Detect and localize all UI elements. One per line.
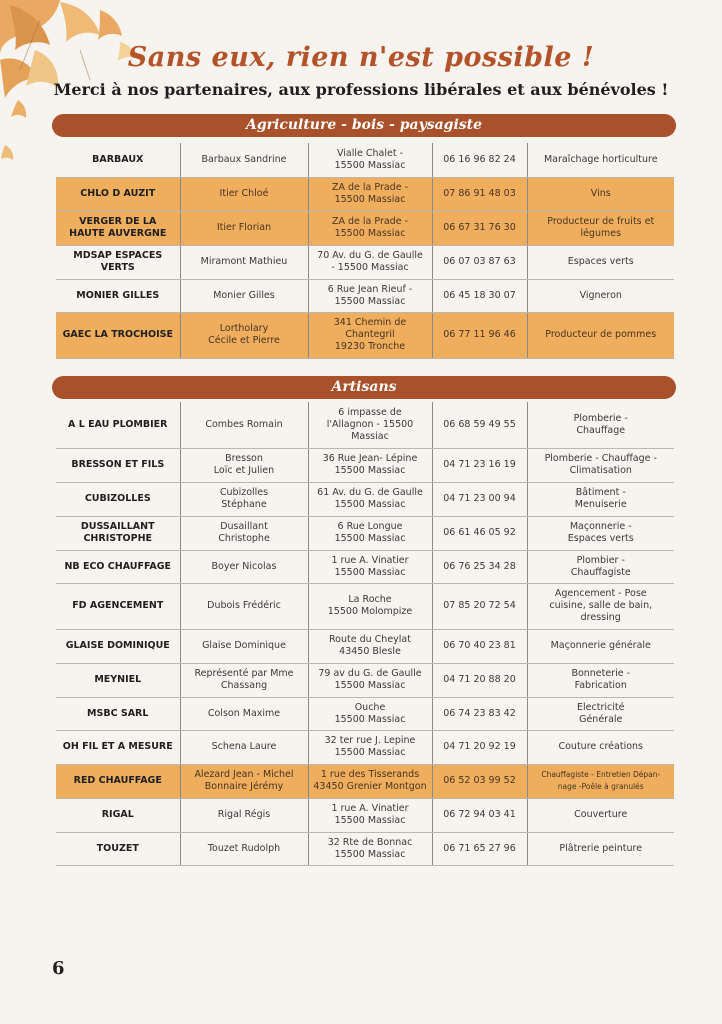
cell-contact: Miramont Mathieu	[180, 245, 308, 279]
table-row	[56, 629, 674, 663]
cell-phone: 06 52 03 99 52	[432, 764, 527, 798]
cell-address: 32 Rte de Bonnac 15500 Massiac	[308, 832, 432, 865]
cell-name: RED CHAUFFAGE	[56, 764, 180, 798]
cell-activity: Plâtrerie peinture	[527, 832, 674, 865]
cell-contact: Cubizolles Stéphane	[180, 482, 308, 516]
cell-phone: 04 71 23 00 94	[432, 482, 527, 516]
cell-activity: Maçonnerie générale	[527, 629, 674, 663]
cell-contact: Dusaillant Christophe	[180, 516, 308, 550]
cell-contact: Colson Maxime	[180, 697, 308, 730]
cell-name: MONIER GILLES	[56, 279, 180, 312]
table-row	[56, 245, 674, 279]
cell-address: 32 ter rue J. Lepine 15500 Massiac	[308, 730, 432, 764]
cell-activity: Electricité Générale	[527, 697, 674, 730]
cell-address: 341 Chemin de Chantegril 19230 Tronche	[308, 312, 432, 358]
table-row	[56, 832, 674, 865]
table-row	[56, 211, 674, 245]
cell-name: BARBAUX	[56, 143, 180, 177]
cell-phone: 07 85 20 72 54	[432, 583, 527, 629]
section-heading-agriculture: Agriculture - bois - paysagiste	[52, 114, 676, 137]
cell-name: TOUZET	[56, 832, 180, 865]
cell-address: Ouche 15500 Massiac	[308, 697, 432, 730]
cell-contact: Dubois Frédéric	[180, 583, 308, 629]
cell-name: MSBC SARL	[56, 697, 180, 730]
table-row	[56, 482, 674, 516]
page-number: 6	[52, 958, 65, 979]
cell-name: RIGAL	[56, 798, 180, 832]
directory-table-agriculture	[56, 143, 674, 359]
cell-phone: 06 16 96 82 24	[432, 143, 527, 177]
table-row	[56, 764, 674, 798]
cell-contact: Bresson Loïc et Julien	[180, 448, 308, 482]
cell-activity: Maçonnerie - Espaces verts	[527, 516, 674, 550]
cell-contact: Monier Gilles	[180, 279, 308, 312]
cell-phone: 06 72 94 03 41	[432, 798, 527, 832]
cell-contact: Schena Laure	[180, 730, 308, 764]
cell-phone: 06 67 31 76 30	[432, 211, 527, 245]
table-row	[56, 730, 674, 764]
cell-name: GAEC LA TROCHOISE	[56, 312, 180, 358]
cell-name: FD AGENCEMENT	[56, 583, 180, 629]
cell-activity: Plomberie - Chauffage	[527, 402, 674, 448]
cell-activity: Maraîchage horticulture	[527, 143, 674, 177]
cell-name: CUBIZOLLES	[56, 482, 180, 516]
cell-activity: Chauffagiste - Entretien Dépan- nage -Poêle à granulés	[527, 764, 674, 798]
cell-address: Route du Cheylat 43450 Blesle	[308, 629, 432, 663]
cell-phone: 06 71 65 27 96	[432, 832, 527, 865]
section-heading-artisans: Artisans	[52, 376, 676, 399]
cell-address: 36 Rue Jean- Lépine 15500 Massiac	[308, 448, 432, 482]
cell-address: 1 rue des Tisserands 43450 Grenier Montgon	[308, 764, 432, 798]
cell-name: MEYNIEL	[56, 663, 180, 697]
page-subtitle: Merci à nos partenaires, aux professions libérales et aux bénévoles !	[53, 80, 669, 99]
cell-contact: Touzet Rudolph	[180, 832, 308, 865]
cell-activity: Plombier - Chauffagiste	[527, 550, 674, 583]
cell-activity: Couture créations	[527, 730, 674, 764]
cell-activity: Plomberie - Chauffage - Climatisation	[527, 448, 674, 482]
cell-contact: Boyer Nicolas	[180, 550, 308, 583]
cell-activity: Espaces verts	[527, 245, 674, 279]
cell-name: CHLO D AUZIT	[56, 177, 180, 211]
cell-phone: 06 68 59 49 55	[432, 402, 527, 448]
cell-name: GLAISE DOMINIQUE	[56, 629, 180, 663]
cell-activity: Couverture	[527, 798, 674, 832]
cell-address: 70 Av. du G. de Gaulle - 15500 Massiac	[308, 245, 432, 279]
cell-activity: Bâtiment - Menuiserie	[527, 482, 674, 516]
cell-address: 6 Rue Longue 15500 Massiac	[308, 516, 432, 550]
cell-activity: Vins	[527, 177, 674, 211]
cell-contact: Barbaux Sandrine	[180, 143, 308, 177]
cell-phone: 06 45 18 30 07	[432, 279, 527, 312]
cell-contact: Itier Chloé	[180, 177, 308, 211]
page-title: Sans eux, rien n'est possible !	[127, 42, 595, 73]
cell-name: A L EAU PLOMBIER	[56, 402, 180, 448]
table-row	[56, 583, 674, 629]
cell-contact: Alezard Jean - Michel Bonnaire Jérémy	[180, 764, 308, 798]
table-row	[56, 177, 674, 211]
cell-activity: Producteur de pommes	[527, 312, 674, 358]
cell-address: 1 rue A. Vinatier 15500 Massiac	[308, 798, 432, 832]
table-row	[56, 448, 674, 482]
table-row	[56, 697, 674, 730]
cell-address: 1 rue A. Vinatier 15500 Massiac	[308, 550, 432, 583]
cell-phone: 06 76 25 34 28	[432, 550, 527, 583]
cell-activity: Agencement - Pose cuisine, salle de bain, dressing	[527, 583, 674, 629]
cell-address: 6 Rue Jean Rieuf - 15500 Massiac	[308, 279, 432, 312]
directory-table-artisans	[56, 402, 674, 866]
cell-address: 61 Av. du G. de Gaulle 15500 Massiac	[308, 482, 432, 516]
cell-name: DUSSAILLANT CHRISTOPHE	[56, 516, 180, 550]
cell-contact: Itier Florian	[180, 211, 308, 245]
cell-phone: 04 71 20 88 20	[432, 663, 527, 697]
cell-name: OH FIL ET A MESURE	[56, 730, 180, 764]
cell-address: ZA de la Prade - 15500 Massiac	[308, 177, 432, 211]
cell-phone: 07 86 91 48 03	[432, 177, 527, 211]
cell-phone: 06 07 03 87 63	[432, 245, 527, 279]
cell-name: MDSAP ESPACES VERTS	[56, 245, 180, 279]
table-row	[56, 550, 674, 583]
cell-phone: 06 61 46 05 92	[432, 516, 527, 550]
table-row	[56, 516, 674, 550]
cell-activity: Bonneterie - Fabrication	[527, 663, 674, 697]
table-row	[56, 402, 674, 448]
cell-phone: 04 71 23 16 19	[432, 448, 527, 482]
cell-name: BRESSON ET FILS	[56, 448, 180, 482]
cell-phone: 06 70 40 23 81	[432, 629, 527, 663]
cell-address: 6 impasse de l'Allagnon - 15500 Massiac	[308, 402, 432, 448]
cell-activity: Vigneron	[527, 279, 674, 312]
cell-phone: 06 77 11 96 46	[432, 312, 527, 358]
table-row	[56, 663, 674, 697]
table-row	[56, 279, 674, 312]
cell-name: VERGER DE LA HAUTE AUVERGNE	[56, 211, 180, 245]
table-row	[56, 798, 674, 832]
cell-activity: Producteur de fruits et légumes	[527, 211, 674, 245]
table-row	[56, 312, 674, 358]
cell-contact: Glaise Dominique	[180, 629, 308, 663]
cell-address: Vialle Chalet - 15500 Massiac	[308, 143, 432, 177]
cell-phone: 06 74 23 83 42	[432, 697, 527, 730]
table-row	[56, 143, 674, 177]
cell-address: La Roche 15500 Molompize	[308, 583, 432, 629]
cell-contact: Rigal Régis	[180, 798, 308, 832]
cell-contact: Représenté par Mme Chassang	[180, 663, 308, 697]
cell-contact: Combes Romain	[180, 402, 308, 448]
cell-address: 79 av du G. de Gaulle 15500 Massiac	[308, 663, 432, 697]
cell-contact: Lortholary Cécile et Pierre	[180, 312, 308, 358]
cell-address: ZA de la Prade - 15500 Massiac	[308, 211, 432, 245]
cell-phone: 04 71 20 92 19	[432, 730, 527, 764]
cell-name: NB ECO CHAUFFAGE	[56, 550, 180, 583]
